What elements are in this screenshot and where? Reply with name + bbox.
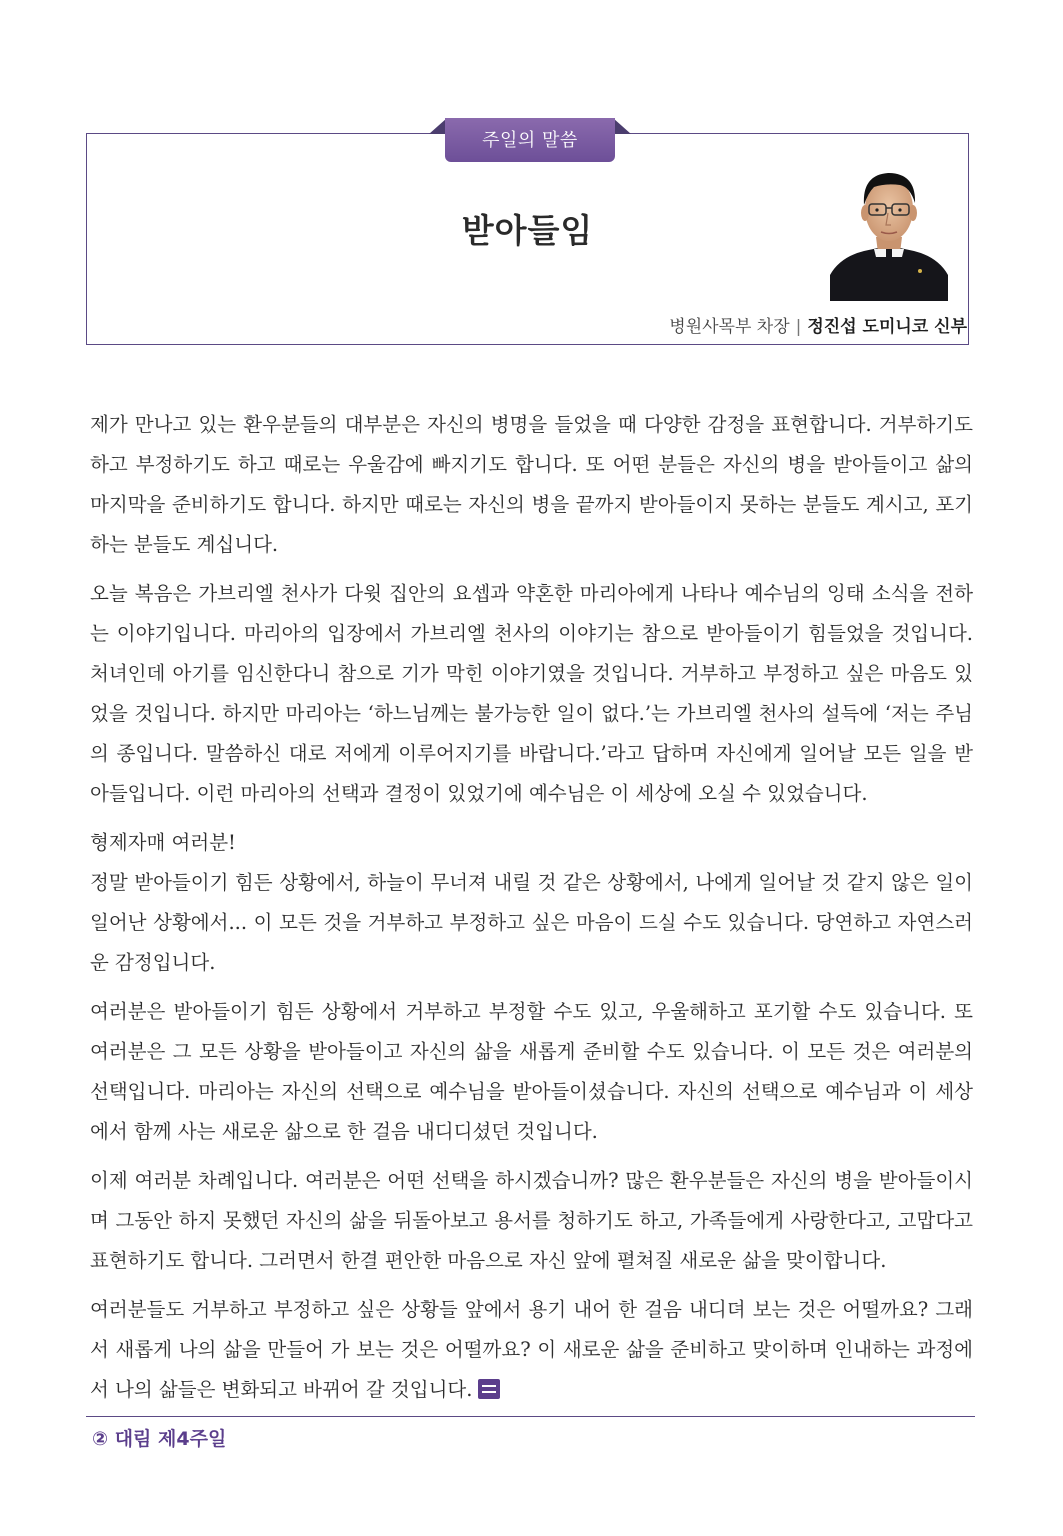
paragraph: 이제 여러분 차례입니다. 여러분은 어떤 선택을 하시겠습니까? 많은 환우분들은 자신의 병을 받아들이시며 그동안 하지 못했던 자신의 삶을 뒤돌아보고 용서를 청하기도 하고, 가족들에게 사랑한다고, 고맙다고 표현하기도 합니다. 그러면서 한결 편안한 마음으로 자신 앞에 펼쳐질 새로운 삶을 맞이합니다. — [90, 1169, 973, 1272]
section-tab — [429, 118, 631, 162]
end-mark-icon — [478, 1379, 500, 1399]
paragraph: 오늘 복음은 가브리엘 천사가 다윗 집안의 요셉과 약혼한 마리아에게 나타나 예수님의 잉태 소식을 전하는 이야기입니다. 마리아의 입장에서 가브리엘 천사의 이야기는 참으로 받아들이기 힘들었을 것입니다. 처녀인데 아기를 임신한다니 참으로 기가 막힌 이야기였을 것입니다. 거부하고 부정하고 싶은 마음도 있었을 것입니다. 하지만 마리아는 ‘하느님께는 불가능한 일이 없다.’는 가브리엘 천사의 설득에 ‘저는 주님의 종입니다. 말씀하신 대로 저에게 이루어지기를 바랍니다.’라고 답하며 자신에게 일어날 모든 일을 받아들입니다. 이런 마리아의 선택과 결정이 있었기에 예수님은 이 세상에 오실 수 있었습니다. — [90, 582, 973, 805]
page-footer: ② 대림 제4주일 — [92, 1428, 227, 1450]
byline-separator: | — [795, 317, 802, 337]
paragraph: 여러분들도 거부하고 부정하고 싶은 상황들 앞에서 용기 내어 한 걸음 내디뎌 보는 것은 어떨까요? 그래서 새롭게 나의 삶을 만들어 가 보는 것은 어떨까요? 이 새로운 삶을 준비하고 맞이하며 인내하는 과정에서 나의 삶들은 변화되고 바뀌어 갈 것입니다. — [90, 1298, 973, 1401]
author-byline — [669, 312, 967, 337]
author-name: 정진섭 도미니코 신부 — [807, 317, 967, 337]
author-role: 병원사목부 차장 — [669, 317, 790, 337]
tab-ear-right — [613, 118, 631, 134]
paragraph: 형제자매 여러분! — [90, 831, 236, 854]
paragraph-last — [90, 1290, 973, 1410]
author-photo — [830, 153, 948, 301]
section-tab-label: 주일의 말씀 — [445, 118, 615, 162]
article-body — [90, 405, 973, 1419]
author-portrait-image — [830, 153, 948, 301]
footer-divider — [86, 1416, 975, 1417]
paragraph: 제가 만나고 있는 환우분들의 대부분은 자신의 병명을 들었을 때 다양한 감정을 표현합니다. 거부하기도 하고 부정하기도 하고 때로는 우울감에 빠지기도 합니다. 또 어떤 분들은 자신의 병을 받아들이고 삶의 마지막을 준비하기도 합니다. 하지만 때로는 자신의 병을 끝까지 받아들이지 못하는 분들도 계시고, 포기하는 분들도 계십니다. — [90, 413, 973, 556]
paragraph: 정말 받아들이기 힘든 상황에서, 하늘이 무너져 내릴 것 같은 상황에서, 나에게 일어날 것 같지 않은 일이 일어난 상황에서... 이 모든 것을 거부하고 부정하고 싶은 마음이 드실 수도 있습니다. 당연하고 자연스러운 감정입니다. — [90, 871, 973, 974]
article-title: 받아들임 — [461, 211, 594, 250]
paragraph: 여러분은 받아들이기 힘든 상황에서 거부하고 부정할 수도 있고, 우울해하고 포기할 수도 있습니다. 또 여러분은 그 모든 상황을 받아들이고 자신의 삶을 새롭게 준비할 수도 있습니다. 이 모든 것은 여러분의 선택입니다. 마리아는 자신의 선택으로 예수님을 받아들이셨습니다. 자신의 선택으로 예수님과 이 세상에서 함께 사는 새로운 삶으로 한 걸음 내디디셨던 것입니다. — [90, 1000, 973, 1143]
